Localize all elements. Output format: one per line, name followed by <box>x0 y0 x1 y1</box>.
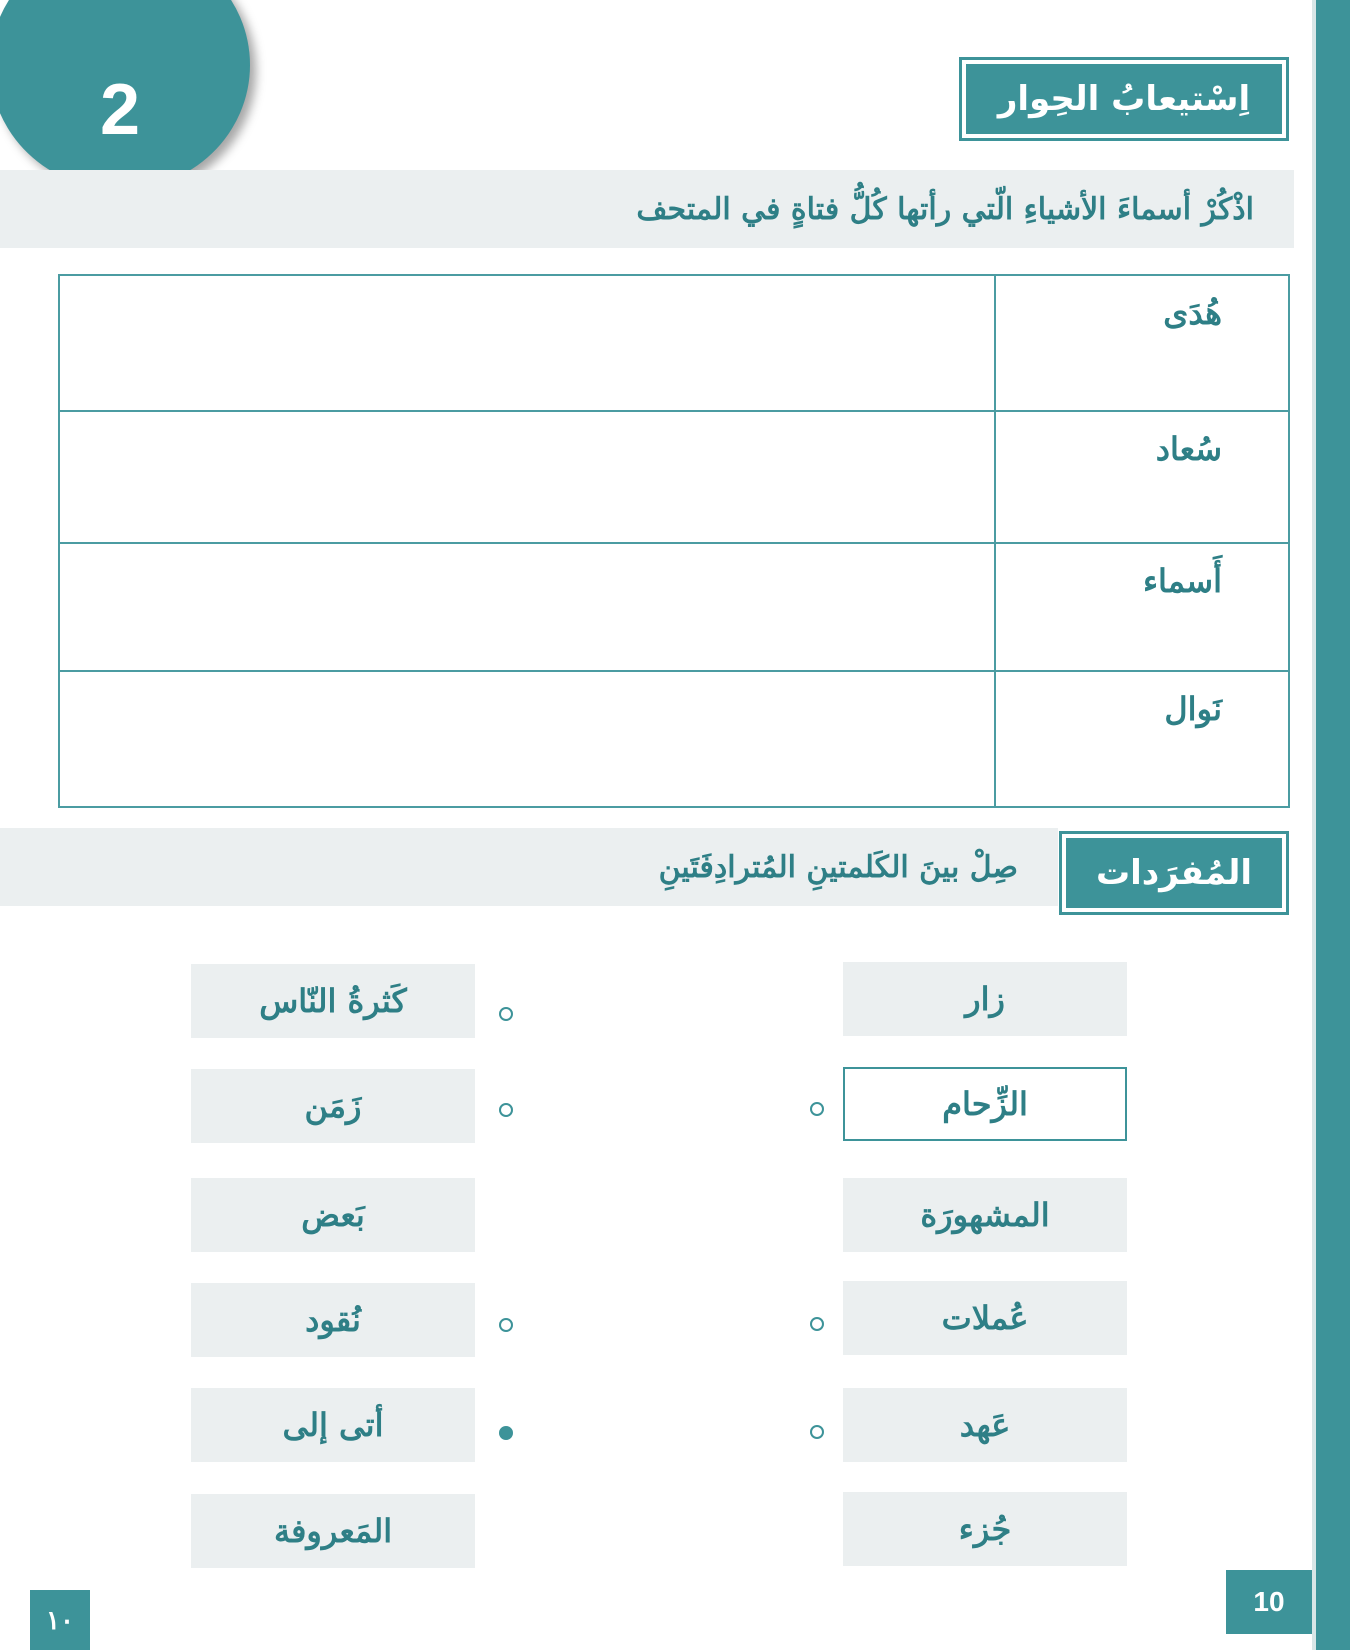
answer-cell[interactable] <box>60 276 994 410</box>
section2-title-badge <box>1066 838 1282 908</box>
section1-title-badge <box>966 64 1282 134</box>
match-left-word[interactable]: كَثرةُ النّاس <box>191 964 475 1038</box>
page-number-arabic <box>30 1590 90 1650</box>
match-right-word[interactable]: الزِّحام <box>843 1067 1127 1141</box>
match-dot[interactable] <box>499 1426 513 1440</box>
page-number-arabic-text: ١٠ <box>46 1604 74 1635</box>
section2-instruction-band <box>0 828 1058 906</box>
table-name-cell: سُعاد <box>1155 430 1222 468</box>
table-row <box>60 276 1288 412</box>
match-dot[interactable] <box>810 1425 824 1439</box>
match-left-word[interactable]: أتى إلى <box>191 1388 475 1462</box>
section1-title: اِسْتيعابُ الحِوار <box>997 79 1251 119</box>
match-left-word[interactable]: نُقود <box>191 1283 475 1357</box>
match-dot[interactable] <box>499 1318 513 1332</box>
section1-instruction-band <box>0 170 1294 248</box>
table-name-cell: أَسماء <box>1143 562 1222 600</box>
match-right-word[interactable]: عُملات <box>843 1281 1127 1355</box>
page-number <box>1226 1570 1312 1634</box>
section2-title: المُفرَدات <box>1095 853 1253 893</box>
table-name-cell: هُدَى <box>1163 294 1222 332</box>
section1-instruction: اذْكُرْ أسماءَ الأشياءِ الّتي رأتها كُلُّ فتاةٍ في المتحف <box>636 191 1254 227</box>
table-row <box>60 544 1288 672</box>
match-right-word[interactable]: جُزء <box>843 1492 1127 1566</box>
table-row <box>60 672 1288 806</box>
match-left-word[interactable]: زَمَن <box>191 1069 475 1143</box>
answer-cell[interactable] <box>60 412 994 542</box>
table-row <box>60 412 1288 544</box>
match-dot[interactable] <box>499 1103 513 1117</box>
match-dot[interactable] <box>810 1317 824 1331</box>
match-right-word[interactable]: المشهورَة <box>843 1178 1127 1252</box>
answer-cell[interactable] <box>60 672 994 806</box>
match-dot[interactable] <box>499 1007 513 1021</box>
match-right-word[interactable]: زار <box>843 962 1127 1036</box>
unit-number: 2 <box>99 70 141 150</box>
match-left-word[interactable]: المَعروفة <box>191 1494 475 1568</box>
answer-cell[interactable] <box>60 544 994 670</box>
side-bar <box>1312 0 1350 1650</box>
side-bar-stripe <box>1312 0 1316 1650</box>
unit-circle <box>0 0 250 190</box>
match-right-word[interactable]: عَهد <box>843 1388 1127 1462</box>
match-dot[interactable] <box>810 1102 824 1116</box>
match-left-word[interactable]: بَعض <box>191 1178 475 1252</box>
page-number-text: 10 <box>1253 1586 1285 1617</box>
names-table <box>58 274 1290 808</box>
section2-instruction: صِلْ بينَ الكَلمتينِ المُترادِفَتَينِ <box>658 849 1018 885</box>
table-name-cell: نَوال <box>1164 690 1222 728</box>
